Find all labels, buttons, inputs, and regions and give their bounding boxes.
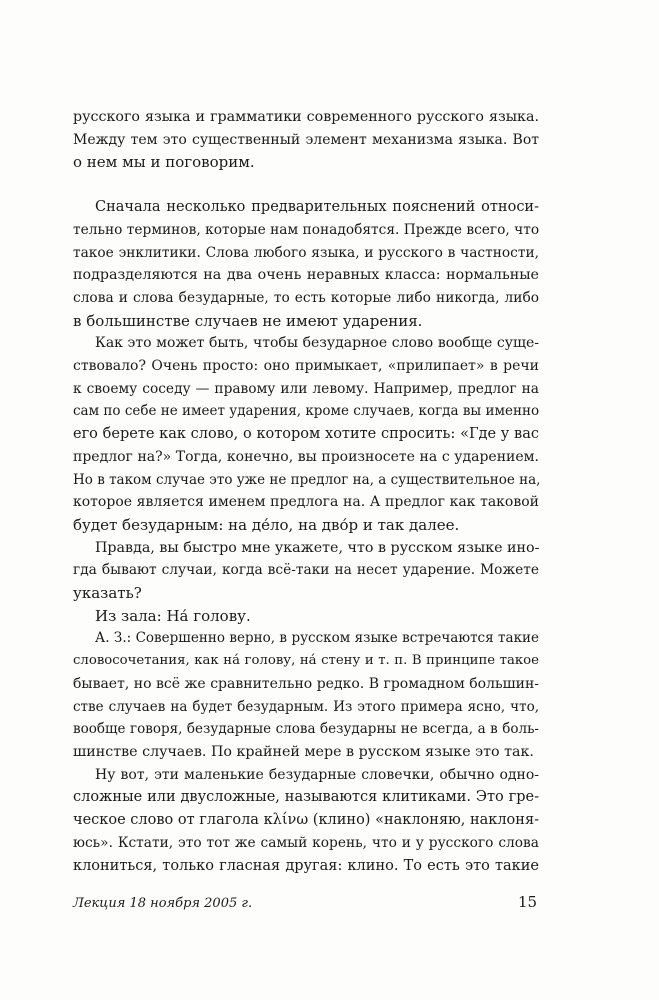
- text-line: в большинстве случаев не имеют ударения.: [73, 311, 423, 330]
- text-line: юсь». Кстати, это тот же самый корень, что и у русского слова: [73, 834, 539, 851]
- speaker-line: А. З.: Совершенно верно, в русском языке встречаются такие: [95, 630, 539, 647]
- text-line: сложные или двусложные, называются клитиками. Это гре-: [73, 789, 539, 806]
- text-line: которое является именем предлога на. А предлог как таковой: [73, 494, 539, 511]
- text-line: Правда, вы быстро мне укажете, что в русском языке ино-: [95, 539, 540, 556]
- text-line: о нем мы и поговорим.: [73, 153, 255, 172]
- paragraph: [73, 627, 539, 763]
- text-line: тельно терминов, которые нам понадобятся. Прежде всего, что: [73, 221, 540, 238]
- paragraph: [73, 764, 539, 878]
- paragraph: [73, 106, 539, 174]
- paragraph-gap: [73, 174, 539, 196]
- paragraph: [73, 537, 539, 605]
- paragraph: [73, 196, 539, 332]
- text-line: его берете как слово, о котором хотите спросить: «Где у вас: [73, 426, 539, 443]
- text-line: подразделяются на два очень неравных класса: нормальные: [73, 267, 539, 284]
- paragraph: [73, 605, 539, 628]
- running-footer: Лекция 18 ноября 2005 г.: [73, 896, 253, 911]
- text-line: клониться, только гласная другая: клино. То есть это такие: [73, 857, 539, 874]
- text-line: Но в таком случае это уже не предлог на, а существительное на,: [73, 471, 541, 488]
- text-line: Как это может быть, чтобы безударное слово вообще суще-: [95, 335, 539, 352]
- text-line: вообще говоря, безударные слова безударны не всегда, а в боль-: [73, 721, 539, 738]
- text-line: бывает, но всё же сравнительно редко. В громадном большин-: [73, 675, 539, 692]
- text-line: Ну вот, эти маленькие безударные словечки, обычно одно-: [95, 766, 539, 783]
- text-line: словосочетания, как на́ голову, на́ стену и т. п. В принципе такое: [73, 653, 539, 669]
- text-line: к своему соседу — правому или левому. Например, предлог на: [73, 380, 539, 397]
- text-line: сам по себе не имеет ударения, кроме случаев, когда вы именно: [73, 403, 540, 420]
- text-line: предлог на?» Тогда, конечно, вы произносете на с ударением.: [73, 448, 539, 465]
- text-line: слова и слова безударные, то есть которые либо никогда, либо: [73, 289, 539, 306]
- text-line: русского языка и грамматики современного русского языка.: [73, 109, 539, 125]
- paragraph: [73, 332, 539, 536]
- text-line: указать?: [73, 584, 142, 603]
- text-line: будет безударным: на де́ло, на дво́р и так далее.: [73, 515, 460, 534]
- text-line: Сначала несколько предварительных пояснений относи-: [95, 199, 539, 216]
- text-line: шинстве случаев. По крайней мере в русском языке это так.: [73, 743, 534, 760]
- page-body: [73, 106, 539, 877]
- text-line: ческое слово от глагола κλίνω (клино) «наклоняю, наклоня-: [73, 812, 539, 829]
- text-line: ствовало? Очень просто: оно примыкает, «прилипает» в речи: [73, 358, 539, 375]
- text-line: стве случаев на будет безударным. Из этого примера ясно, что,: [73, 698, 539, 715]
- page-number: 15: [518, 893, 538, 911]
- text-line: Между тем это существенный элемент механизма языка. Вот: [73, 131, 539, 148]
- text-line: гда бывают случаи, когда всё-таки на несет ударение. Можете: [73, 562, 539, 579]
- text-line: такое энклитики. Слова любого языка, и русского в частности,: [73, 244, 539, 261]
- audience-remark: Из зала: На́ голову.: [95, 606, 251, 625]
